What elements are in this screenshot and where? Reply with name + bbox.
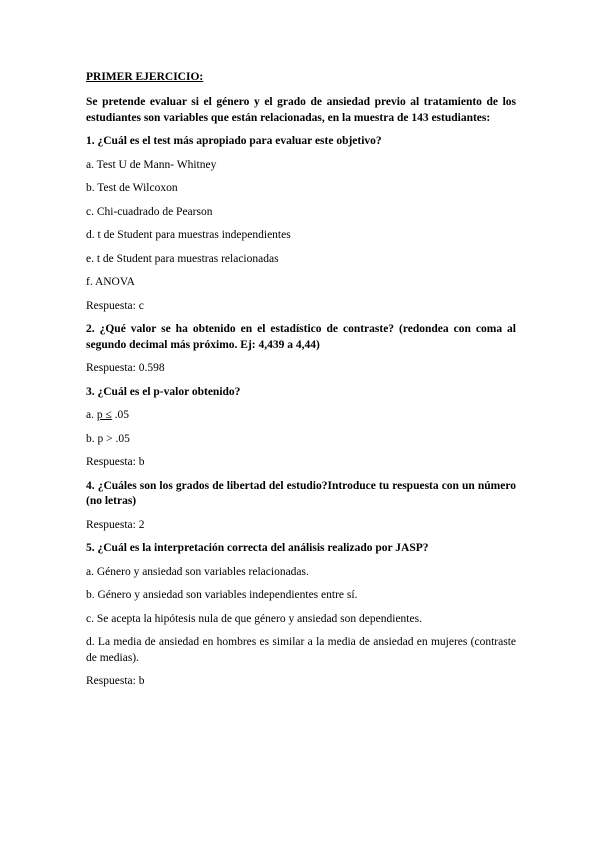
question-2: 2. ¿Qué valor se ha obtenido en el estadístico de contraste? (redondea con coma al segundo decimal más próximo. Ej: 4,439 a 4,44) bbox=[86, 323, 516, 351]
q3-answer: Respuesta: b bbox=[86, 456, 145, 468]
q3-option-a-le: ≤ bbox=[105, 409, 112, 421]
q3-option-b: b. p > .05 bbox=[86, 432, 130, 445]
document-page bbox=[86, 70, 516, 698]
q5-option-d: d. La media de ansiedad en hombres es similar a la media de ansiedad en mujeres (contraste de medias). bbox=[86, 636, 516, 664]
q3-option-a-value: .05 bbox=[111, 409, 130, 421]
question-5: 5. ¿Cuál es la interpretación correcta del análisis realizado por JASP? bbox=[86, 542, 429, 554]
q1-option-a: a. Test U de Mann- Whitney bbox=[86, 158, 217, 171]
q5-option-c: c. Se acepta la hipótesis nula de que género y ansiedad son dependientes. bbox=[86, 612, 422, 625]
q1-option-e: e. t de Student para muestras relacionadas bbox=[86, 252, 279, 265]
exercise-intro: Se pretende evaluar si el género y el grado de ansiedad previo al tratamiento de los estudiantes son variables que están relacionadas, en la muestra de 143 estudiantes: bbox=[86, 96, 516, 124]
q1-option-b: b. Test de Wilcoxon bbox=[86, 182, 178, 194]
q3-option-a-prefix: a. bbox=[86, 409, 97, 421]
q1-option-d: d. t de Student para muestras independientes bbox=[86, 229, 291, 241]
q4-answer: Respuesta: 2 bbox=[86, 518, 145, 531]
exercise-heading: PRIMER EJERCICIO: bbox=[86, 71, 204, 83]
q1-option-f: f. ANOVA bbox=[86, 276, 135, 288]
q5-answer: Respuesta: b bbox=[86, 675, 145, 687]
q3-option-a-p: p bbox=[96, 409, 106, 421]
q2-answer: Respuesta: 0.598 bbox=[86, 362, 165, 374]
question-4: 4. ¿Cuáles son los grados de libertad del estudio?Introduce tu respuesta con un número (no letras) bbox=[86, 479, 516, 507]
q5-option-b: b. Género y ansiedad son variables independientes entre sí. bbox=[86, 589, 358, 601]
q1-answer: Respuesta: c bbox=[86, 299, 144, 312]
question-3: 3. ¿Cuál es el p-valor obtenido? bbox=[86, 385, 241, 398]
q1-option-c: c. Chi-cuadrado de Pearson bbox=[86, 205, 213, 218]
q3-option-a bbox=[86, 408, 516, 424]
q5-option-a: a. Género y ansiedad son variables relacionadas. bbox=[86, 565, 309, 578]
question-1: 1. ¿Cuál es el test más apropiado para evaluar este objetivo? bbox=[86, 135, 382, 147]
